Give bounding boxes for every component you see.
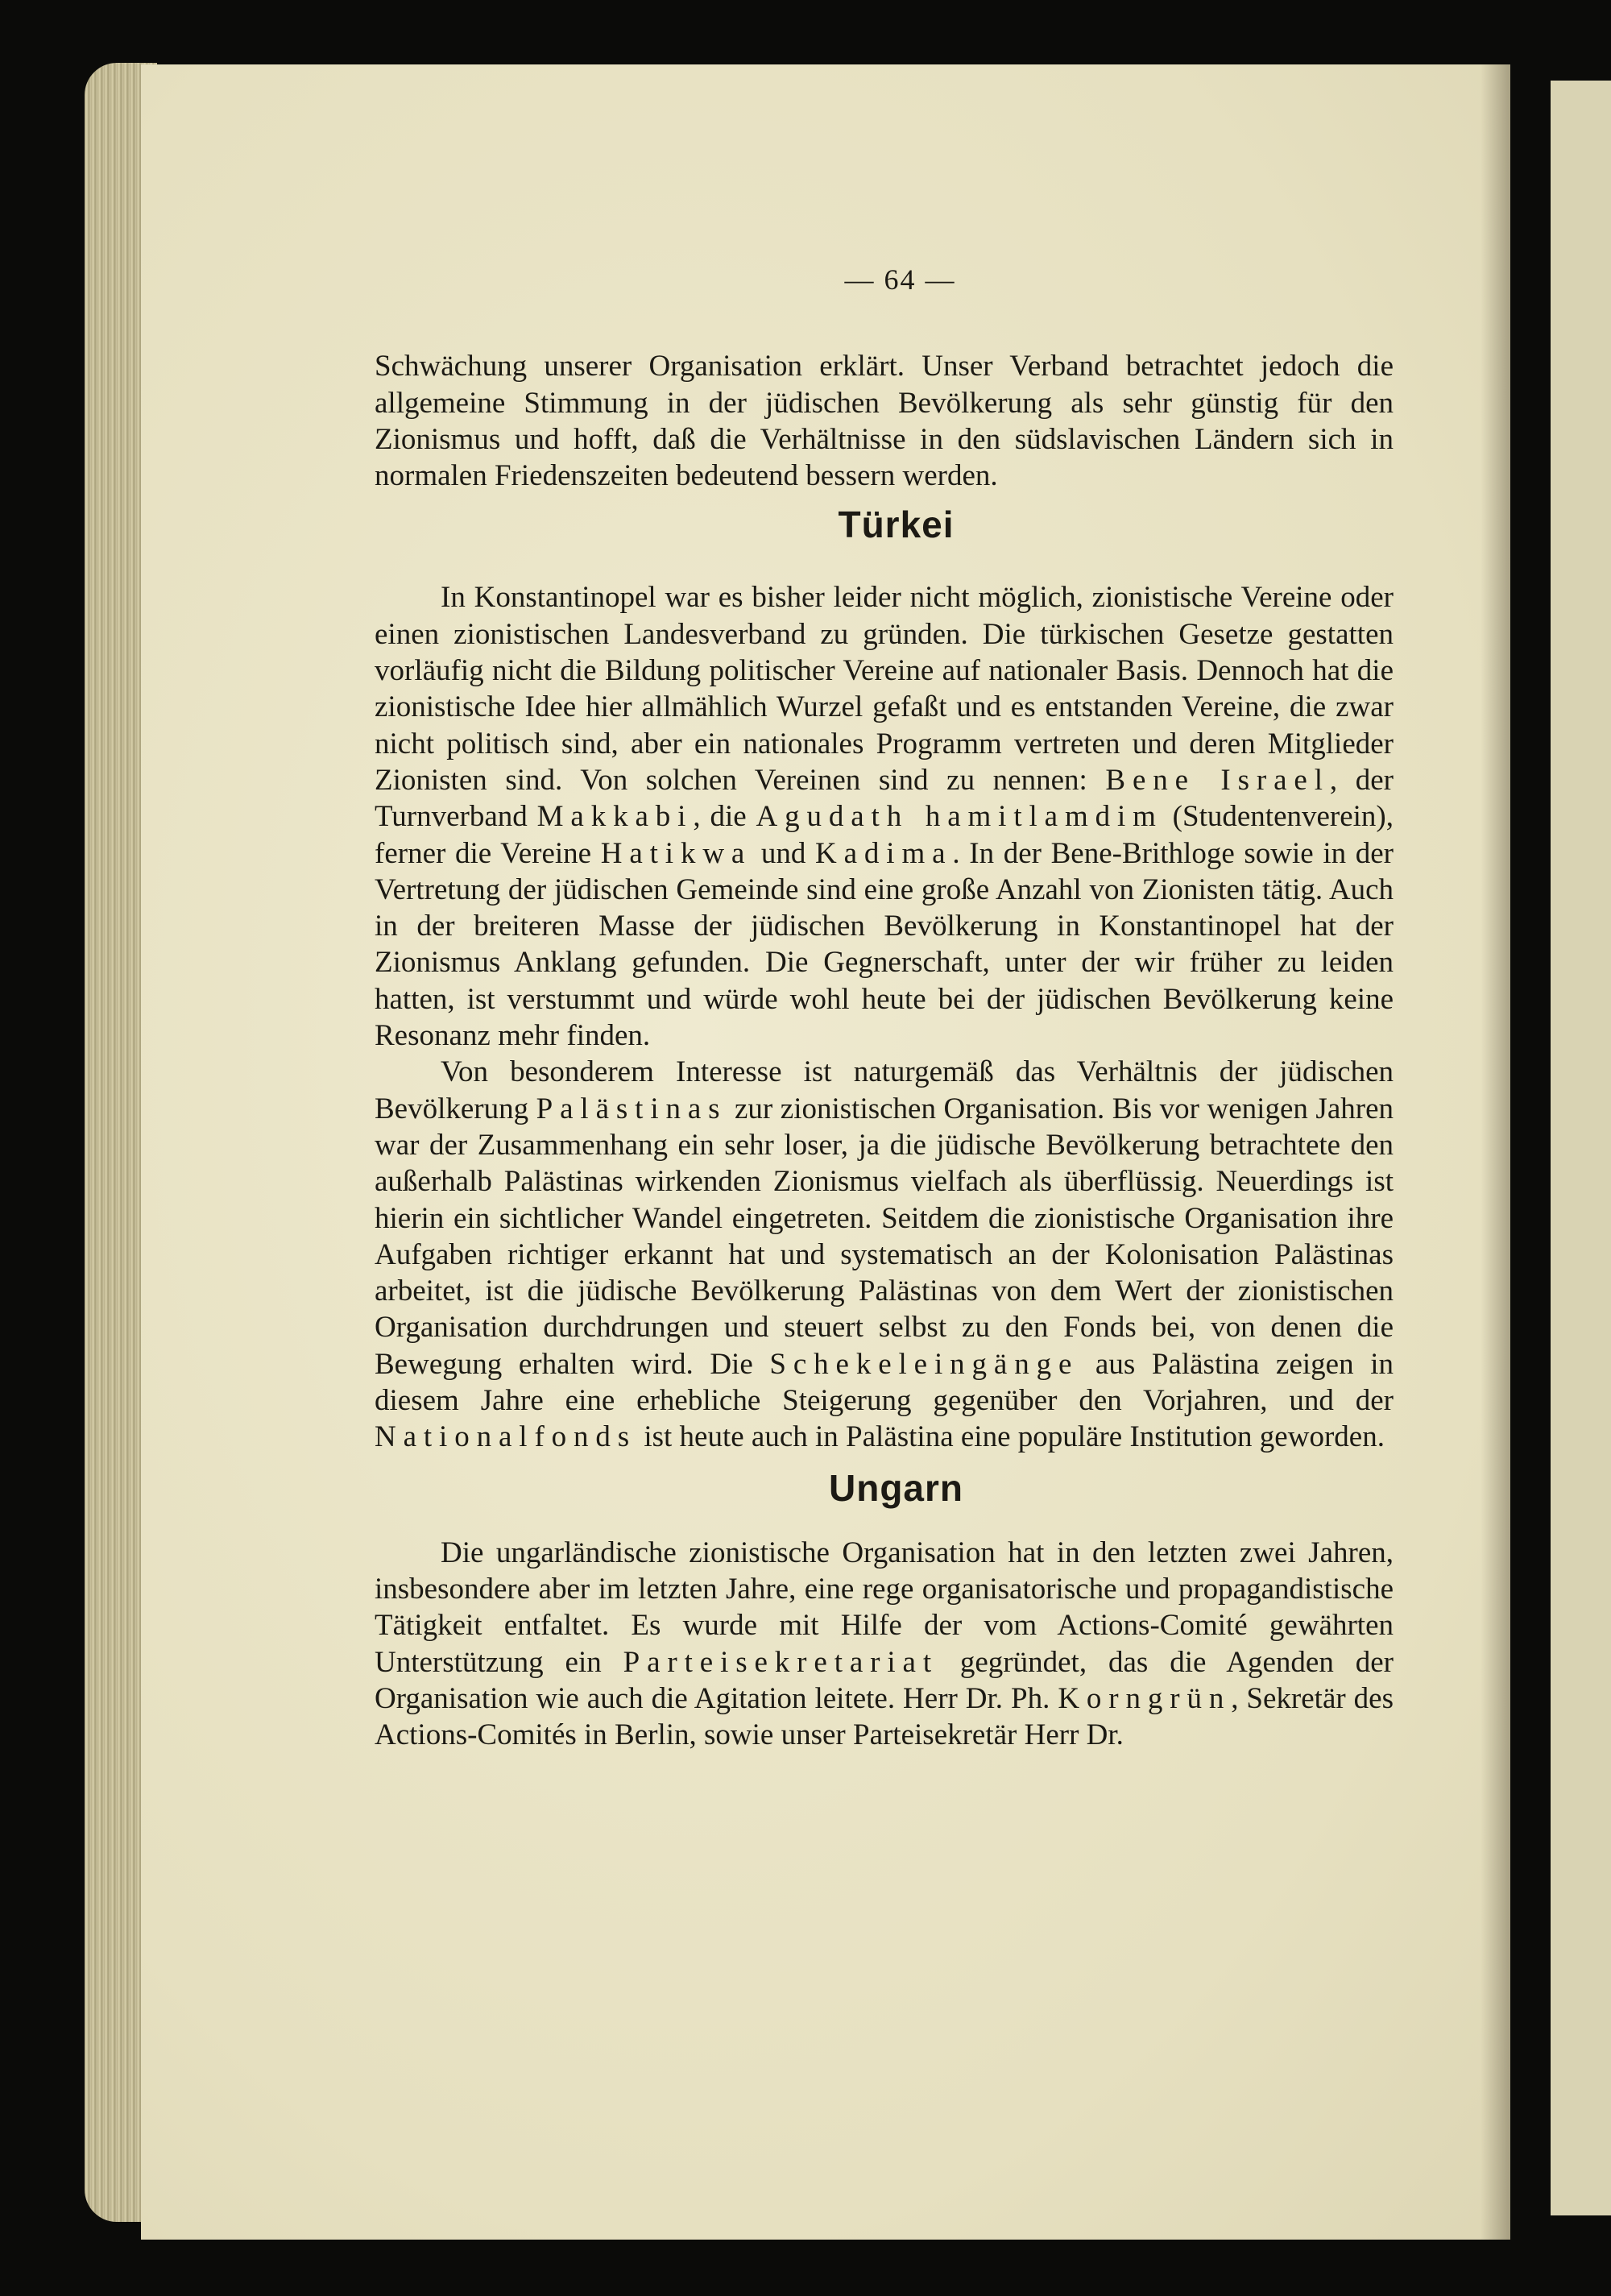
page-content: [375, 262, 1394, 1753]
spaced-name: Bene Israel: [1105, 763, 1330, 797]
spaced-name: Hatikwa: [600, 836, 752, 870]
spaced-name: Kadima: [815, 836, 953, 870]
spaced-name: Schekeleingänge: [769, 1347, 1079, 1381]
spaced-name: Palästinas: [536, 1092, 727, 1125]
turkei-paragraph-1: In Konstantinopel war es bisher leider nicht möglich, zionistische Vereine oder einen zionistischen Landesverband zu gründen. Die türkischen Gesetze gestatten vorläufig nicht die Bildung politischer Vereine auf nationaler Basis. Dennoch hat die zionistische Idee hier allmählich Wurzel gefaßt und es entstanden Vereine, die zwar nicht politisch sind, aber ein nationales Programm vertreten und deren Mitglieder Zionisten sind. Von solchen Vereinen sind zu nennen: Bene Israel, der Turnverband Makkabi, die Agudath hamitlamdim (Studentenverein), ferner die Vereine Hatikwa und Kadima. In der Bene-Brithloge sowie in der Vertretung der jüdischen Gemeinde sind eine große Anzahl von Zionisten tätig. Auch in der breiteren Masse der jüdischen Bevölkerung in Konstantinopel hat der Zionismus Anklang gefunden. Die Gegnerschaft, unter der wir früher zu leiden hatten, ist verstummt und würde wohl heute bei der jüdischen Bevölkerung keine Resonanz mehr finden.: [375, 581, 1394, 1053]
spaced-name: Makkabi: [536, 800, 694, 834]
spaced-name: Agudath hamitlamdim: [756, 800, 1163, 834]
ungarn-paragraph-1: Die ungarländische zionistische Organisation hat in den letzten zwei Jahren, insbesondere aber im letzten Jahre, eine rege organisatorische und propagandistische Tätigkeit entfaltet. Es wurde mit Hilfe der vom Actions-Comité gewährten Unterstützung ein Parteisekretariat gegründet, das die Agenden der Organisation wie auch die Agitation leitete. Herr Dr. Ph. Korngrün, Sekretär des Actions-Comités in Berlin, sowie unser Parteisekretär Herr Dr.: [375, 1536, 1394, 1752]
page-number: — 64 —: [844, 263, 956, 296]
turkei-paragraph-2: Von besonderem Interesse ist naturgemäß das Verhältnis der jüdischen Bevölkerung Palästinas zur zionistischen Organisation. Bis vor wenigen Jahren war der Zusammenhang ein sehr loser, ja die jüdische Bevölkerung betrachtete den außerhalb Palästinas wirkenden Zionismus vielfach als überflüssig. Neuerdings ist hierin ein sichtlicher Wandel eingetreten. Seitdem die zionistische Organisation ihre Aufgaben richtiger erkannt hat und systematisch an der Kolonisation Palästinas arbeitet, ist die jüdische Bevölkerung Palästinas von dem Wert der zionistischen Organisation durchdrungen und steuert selbst zu den Fonds bei, von denen die Bewegung erhalten wird. Die Schekeleingänge aus Palästina zeigen in diesem Jahre eine erhebliche Steigerung gegenüber den Vorjahren, und der Nationalfonds ist heute auch in Palästina eine populäre Institution geworden.: [375, 1055, 1394, 1454]
intro-paragraph: Schwächung unserer Organisation erklärt. Unser Verband betrachtet jedoch die allgemeine Stimmung in der jüdischen Bevölkerung als sehr günstig für den Zionismus und hofft, daß die Verhältnisse in den südslavischen Ländern sich in normalen Friedenszeiten bedeutend bessern werden.: [375, 350, 1394, 493]
facing-page-edge: [1551, 81, 1611, 2215]
spaced-name: Korngrün: [1058, 1681, 1232, 1715]
section-heading-turkei: Türkei: [838, 504, 955, 546]
page-gutter-shadow: [1481, 64, 1510, 2240]
spaced-name: Nationalfonds: [375, 1420, 637, 1454]
spaced-name: Parteisekretariat: [623, 1645, 938, 1679]
section-heading-ungarn: Ungarn: [829, 1466, 963, 1509]
